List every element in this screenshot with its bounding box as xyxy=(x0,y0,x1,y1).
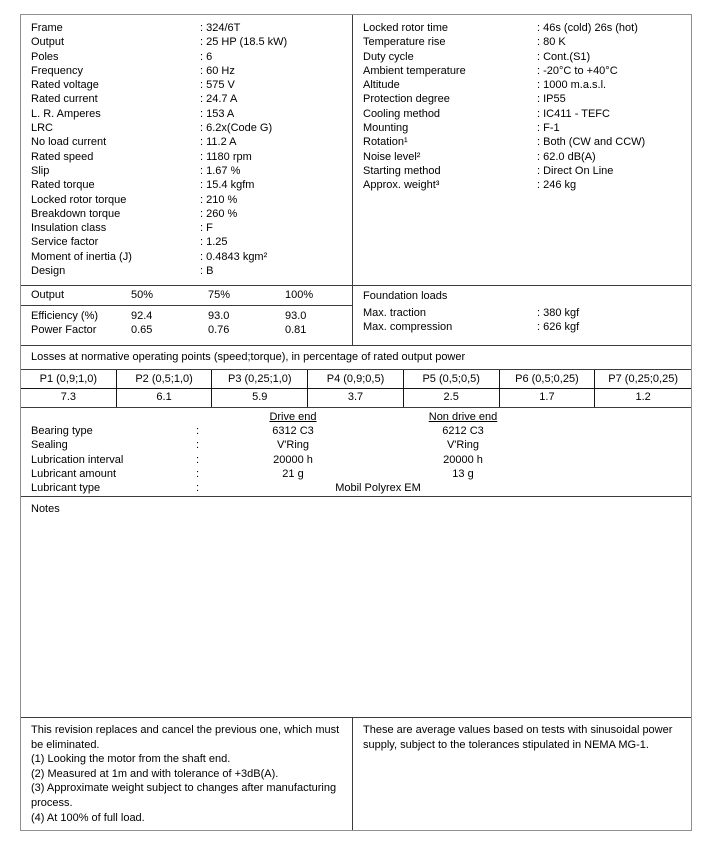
spec-row xyxy=(363,178,687,192)
spec-row xyxy=(31,92,348,106)
drive-end-value: 20000 h xyxy=(273,453,313,466)
spec-value: : 575 V xyxy=(200,79,235,92)
row-label: Lubrication interval xyxy=(31,453,124,466)
spec-label: Rotation¹ xyxy=(363,136,408,149)
spec-value: : 25 HP (18.5 kW) xyxy=(200,36,288,49)
footer-note: (2) Measured at 1m and with tolerance of +3dB(A). xyxy=(31,767,279,780)
drive-end-value: V'Ring xyxy=(276,439,310,452)
spec-row xyxy=(363,50,687,64)
cell-value: 93.0 xyxy=(285,310,307,322)
output-col-header: 50% xyxy=(131,289,154,301)
bearing-col-header: Drive end xyxy=(269,411,317,423)
spec-value: : 24.7 A xyxy=(200,93,238,106)
spec-row xyxy=(31,135,348,149)
bearing-row xyxy=(21,424,691,438)
non-drive-end-value: V'Ring xyxy=(446,439,480,452)
spec-row xyxy=(31,78,348,92)
losses-value-row xyxy=(21,389,691,407)
spec-value: : 260 % xyxy=(200,207,238,220)
spec-label: Rated torque xyxy=(31,179,95,192)
spec-row xyxy=(31,178,348,192)
spec-label: Design xyxy=(31,265,66,278)
spacer xyxy=(196,410,208,424)
spec-value: : 626 kgf xyxy=(537,321,580,334)
bearing-section xyxy=(21,407,691,496)
spec-row xyxy=(363,107,687,121)
output-table-body xyxy=(21,306,352,338)
losses-col-header: P1 (0,9;1,0) xyxy=(21,370,117,388)
spec-value: : 0.4843 kgm² xyxy=(200,250,268,263)
spec-label: Locked rotor torque xyxy=(31,193,127,206)
non-drive-end-value: 6212 C3 xyxy=(442,425,484,438)
non-drive-end-value: 20000 h xyxy=(443,453,483,466)
footer-disclaimer: These are average values based on tests with sinusoidal power supply, subject to the tolerances stipulated in NEMA MG-1. xyxy=(363,724,673,751)
colon: : xyxy=(196,467,200,480)
spec-label: Rated voltage xyxy=(31,79,99,92)
spec-value: : 11.2 A xyxy=(200,136,237,149)
cell-value: 0.81 xyxy=(285,324,307,337)
losses-col-header: P4 (0,9;0,5) xyxy=(308,370,404,388)
spec-label: Insulation class xyxy=(31,222,107,235)
spec-row xyxy=(31,35,348,49)
spec-label: Noise level² xyxy=(363,150,421,163)
losses-value: 3.7 xyxy=(308,389,404,407)
spec-label: Poles xyxy=(31,50,59,63)
cell-value: 0.65 xyxy=(131,324,153,337)
footer-note: (1) Looking the motor from the shaft end. xyxy=(31,753,231,766)
losses-value: 1.7 xyxy=(500,389,596,407)
spec-row xyxy=(31,264,348,278)
spec-row xyxy=(353,320,691,334)
footer-note: (3) Approximate weight subject to changes after manufacturing process. xyxy=(31,782,337,809)
row-label: Lubricant type xyxy=(31,482,101,495)
spec-label: Cooling method xyxy=(363,107,441,120)
spec-row xyxy=(31,150,348,164)
specs-section xyxy=(21,15,691,285)
losses-value: 6.1 xyxy=(117,389,213,407)
spec-value: : F-1 xyxy=(537,122,560,135)
losses-section xyxy=(21,345,691,407)
losses-col-header: P6 (0,5;0,25) xyxy=(500,370,596,388)
spec-label: Altitude xyxy=(363,79,400,92)
spec-value: : 380 kgf xyxy=(537,307,580,319)
footer-note: This revision replaces and cancel the previous one, which must be eliminated. xyxy=(31,724,340,751)
foundation-loads-title: Foundation loads xyxy=(363,290,448,302)
spec-row xyxy=(31,250,348,264)
spec-label: Approx. weight³ xyxy=(363,179,440,192)
losses-col-header: P2 (0,5;1,0) xyxy=(117,370,213,388)
spec-label: Moment of inertia (J) xyxy=(31,250,132,263)
table-row xyxy=(31,323,352,337)
losses-value: 5.9 xyxy=(212,389,308,407)
spec-value: : 80 K xyxy=(537,36,566,49)
spec-value: : Cont.(S1) xyxy=(537,50,591,63)
spec-value: : 153 A xyxy=(200,107,235,120)
spec-label: L. R. Amperes xyxy=(31,107,101,120)
output-col-header: 75% xyxy=(208,289,231,301)
spec-row xyxy=(31,21,348,35)
row-label: Sealing xyxy=(31,439,68,452)
spec-value: : Direct On Line xyxy=(537,164,614,177)
spec-value: : 46s (cold) 26s (hot) xyxy=(537,22,638,34)
bearing-col-header: Non drive end xyxy=(428,411,498,423)
bearing-row xyxy=(21,438,691,452)
spec-row xyxy=(363,121,687,135)
spec-label: Locked rotor time xyxy=(363,22,448,34)
specs-right-column xyxy=(353,15,691,285)
spec-value: : 246 kg xyxy=(537,179,577,192)
spec-value: : 1.67 % xyxy=(200,164,241,177)
spec-row xyxy=(31,235,348,249)
spec-row xyxy=(363,64,687,78)
row-label: Power Factor xyxy=(31,324,97,337)
spec-label: Frequency xyxy=(31,64,83,77)
spec-row xyxy=(363,92,687,106)
spec-row xyxy=(363,135,687,149)
spec-value: : F xyxy=(200,222,213,235)
notes-section xyxy=(21,496,691,717)
spec-label: Frame xyxy=(31,22,63,34)
bearing-row xyxy=(21,467,691,481)
footer-left-notes xyxy=(21,718,353,830)
spec-value: : 1.25 xyxy=(200,236,228,249)
spec-label: Protection degree xyxy=(363,93,450,106)
spec-label: Service factor xyxy=(31,236,99,249)
spec-row xyxy=(363,150,687,164)
losses-title: Losses at normative operating points (speed;torque), in percentage of rated output power xyxy=(21,346,691,370)
spec-label: Ambient temperature xyxy=(363,64,466,77)
spec-label: Temperature rise xyxy=(363,36,446,49)
output-table-header xyxy=(21,286,352,306)
cell-value: 92.4 xyxy=(131,310,153,322)
losses-value: 1.2 xyxy=(635,391,651,403)
spec-row xyxy=(363,21,687,35)
output-foundation-section xyxy=(21,285,691,345)
spec-value: : 62.0 dB(A) xyxy=(537,150,596,163)
losses-col-header: P5 (0,5;0,5) xyxy=(404,370,500,388)
spec-row xyxy=(31,193,348,207)
motor-datasheet xyxy=(20,14,692,831)
spec-label: Output xyxy=(31,36,65,49)
spec-row xyxy=(31,164,348,178)
footer-right-note xyxy=(353,718,691,830)
drive-end-value: 6312 C3 xyxy=(272,425,314,438)
spec-value: : 60 Hz xyxy=(200,64,235,77)
spec-value: : 1180 rpm xyxy=(200,150,252,163)
spec-value: : B xyxy=(200,265,214,278)
foundation-loads xyxy=(353,286,691,345)
cell-value: 93.0 xyxy=(208,310,230,322)
bearing-header-row xyxy=(21,410,691,424)
spec-value: : -20°C to +40°C xyxy=(537,64,618,77)
output-col-header: 100% xyxy=(285,289,314,301)
spec-value: : 15.4 kgfm xyxy=(200,179,255,192)
spec-value: : Both (CW and CCW) xyxy=(537,136,646,149)
row-label: Bearing type xyxy=(31,425,93,438)
colon: : xyxy=(196,439,200,452)
spec-label: Rated current xyxy=(31,93,98,106)
losses-value: 7.3 xyxy=(21,389,117,407)
colon: : xyxy=(196,453,200,466)
losses-col-header: P7 (0,25;0,25) xyxy=(608,373,678,385)
non-drive-end-value: 13 g xyxy=(452,467,474,480)
spec-row xyxy=(31,64,348,78)
losses-header-row xyxy=(21,370,691,389)
row-label: Efficiency (%) xyxy=(31,310,99,322)
spec-row xyxy=(31,121,348,135)
spec-value: : 1000 m.a.s.l. xyxy=(537,79,607,92)
spec-label: Slip xyxy=(31,164,50,177)
spec-row xyxy=(31,207,348,221)
spec-value: : 324/6T xyxy=(200,22,241,34)
specs-left-column xyxy=(21,15,353,285)
footer-note: (4) At 100% of full load. xyxy=(31,811,145,824)
spec-row xyxy=(363,35,687,49)
spec-label: Duty cycle xyxy=(363,50,414,63)
spec-label: Max. compression xyxy=(363,321,453,334)
colon: : xyxy=(196,482,200,495)
spacer xyxy=(31,410,196,424)
spec-label: Starting method xyxy=(363,164,441,177)
spec-row xyxy=(363,164,687,178)
colon: : xyxy=(196,425,200,438)
spec-label: Rated speed xyxy=(31,150,94,163)
spec-value: : IP55 xyxy=(537,93,566,106)
cell-value: 0.76 xyxy=(208,324,230,337)
spec-row xyxy=(353,306,691,320)
losses-col-header: P3 (0,25;1,0) xyxy=(212,370,308,388)
bearing-row xyxy=(21,453,691,467)
spec-value: : IC411 - TEFC xyxy=(537,107,610,120)
bearing-row xyxy=(21,481,691,495)
spec-label: No load current xyxy=(31,136,107,149)
spec-value: : 6 xyxy=(200,50,213,63)
spec-label: Max. traction xyxy=(363,307,426,319)
drive-end-value: 21 g xyxy=(282,467,304,480)
spec-row xyxy=(31,50,348,64)
footer-section xyxy=(21,717,691,830)
notes-title: Notes xyxy=(31,503,60,515)
spec-label: Mounting xyxy=(363,122,409,135)
row-label: Lubricant amount xyxy=(31,467,116,480)
spec-label: LRC xyxy=(31,122,54,135)
lubricant-type-value: Mobil Polyrex EM xyxy=(335,482,421,495)
spec-label: Breakdown torque xyxy=(31,207,121,220)
output-corner-label: Output xyxy=(31,289,65,301)
spec-value: : 210 % xyxy=(200,193,238,206)
spec-row xyxy=(363,78,687,92)
losses-value: 2.5 xyxy=(404,389,500,407)
table-row xyxy=(31,309,352,323)
spec-row xyxy=(31,221,348,235)
spec-value: : 6.2x(Code G) xyxy=(200,122,273,135)
spec-row xyxy=(31,107,348,121)
output-table xyxy=(21,286,353,345)
